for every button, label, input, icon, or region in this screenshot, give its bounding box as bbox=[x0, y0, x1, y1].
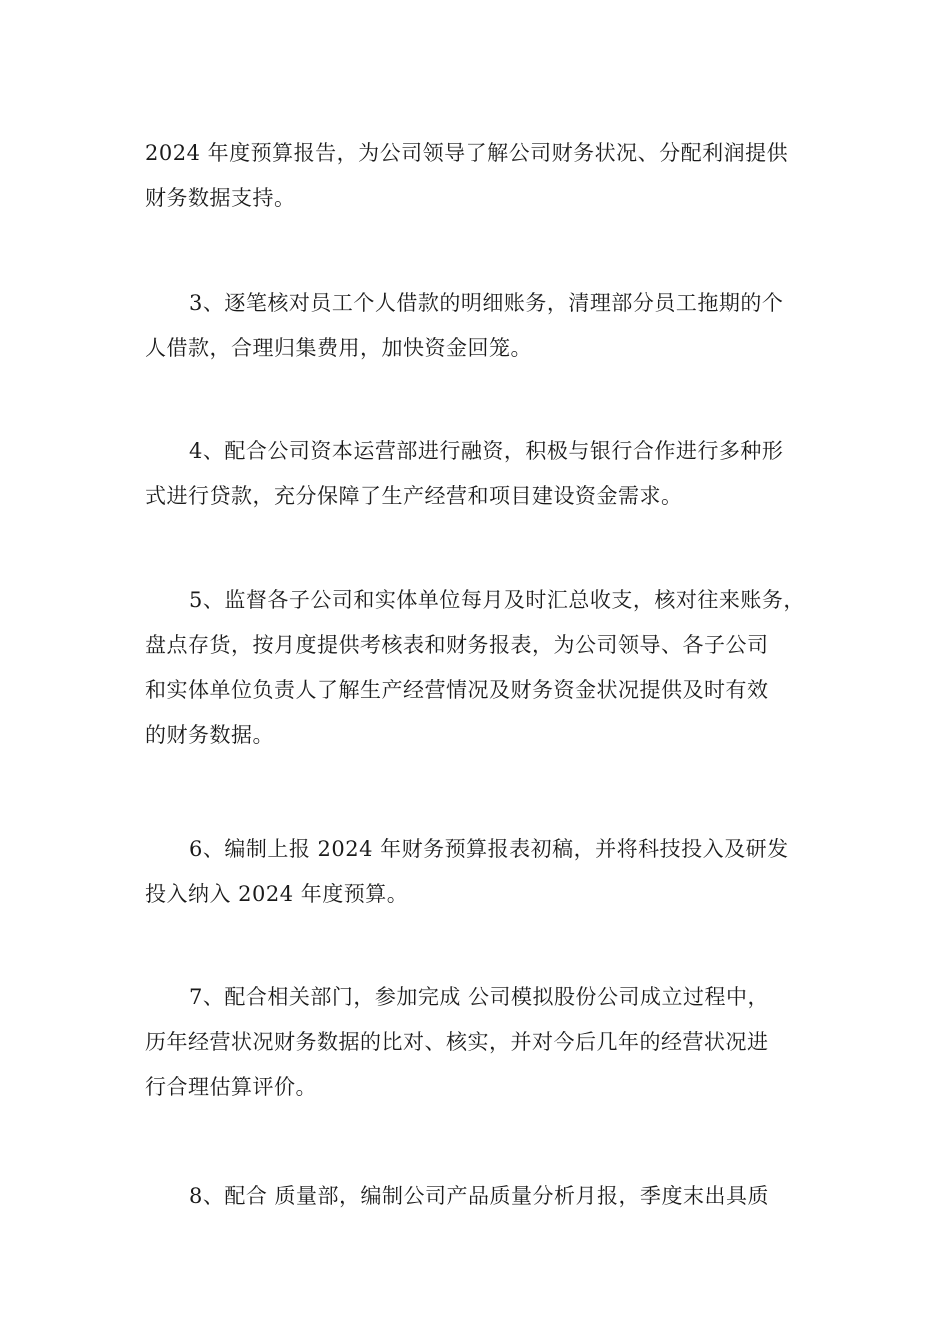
paragraph-budget-report bbox=[145, 131, 815, 221]
text-line: 式进行贷款，充分保障了生产经营和项目建设资金需求。 bbox=[145, 484, 683, 508]
text-line: 盘点存货，按月度提供考核表和财务报表，为公司领导、各子公司 bbox=[145, 633, 769, 657]
text-line: 投入纳入 2024 年度预算。 bbox=[145, 882, 409, 906]
paragraph-item-3 bbox=[145, 281, 815, 371]
paragraph-item-8 bbox=[145, 1174, 815, 1219]
text-line: 行合理估算评价。 bbox=[145, 1075, 317, 1099]
paragraph-item-5 bbox=[145, 578, 815, 758]
text-line: 4、配合公司资本运营部进行融资，积极与银行合作进行多种形 bbox=[189, 439, 784, 463]
text-line: 的财务数据。 bbox=[145, 723, 274, 747]
text-line: 人借款，合理归集费用，加快资金回笼。 bbox=[145, 336, 532, 360]
paragraph-item-6 bbox=[145, 827, 815, 917]
text-line: 2024 年度预算报告，为公司领导了解公司财务状况、分配利润提供 bbox=[145, 141, 789, 165]
paragraph-item-4 bbox=[145, 429, 815, 519]
text-line: 7、配合相关部门，参加完成 公司模拟股份公司成立过程中， bbox=[189, 985, 770, 1009]
text-line: 和实体单位负责人了解生产经营情况及财务资金状况提供及时有效 bbox=[145, 678, 769, 702]
paragraph-item-7 bbox=[145, 975, 815, 1110]
text-line: 8、配合 质量部，编制公司产品质量分析月报，季度末出具质 bbox=[189, 1184, 770, 1208]
text-line: 3、逐笔核对员工个人借款的明细账务，清理部分员工拖期的个 bbox=[189, 291, 784, 315]
text-line: 6、编制上报 2024 年财务预算报表初稿，并将科技投入及研发 bbox=[189, 837, 789, 861]
text-line: 5、监督各子公司和实体单位每月及时汇总收支，核对往来账务， bbox=[189, 588, 805, 612]
text-line: 财务数据支持。 bbox=[145, 186, 296, 210]
text-line: 历年经营状况财务数据的比对、核实，并对今后几年的经营状况进 bbox=[145, 1030, 769, 1054]
